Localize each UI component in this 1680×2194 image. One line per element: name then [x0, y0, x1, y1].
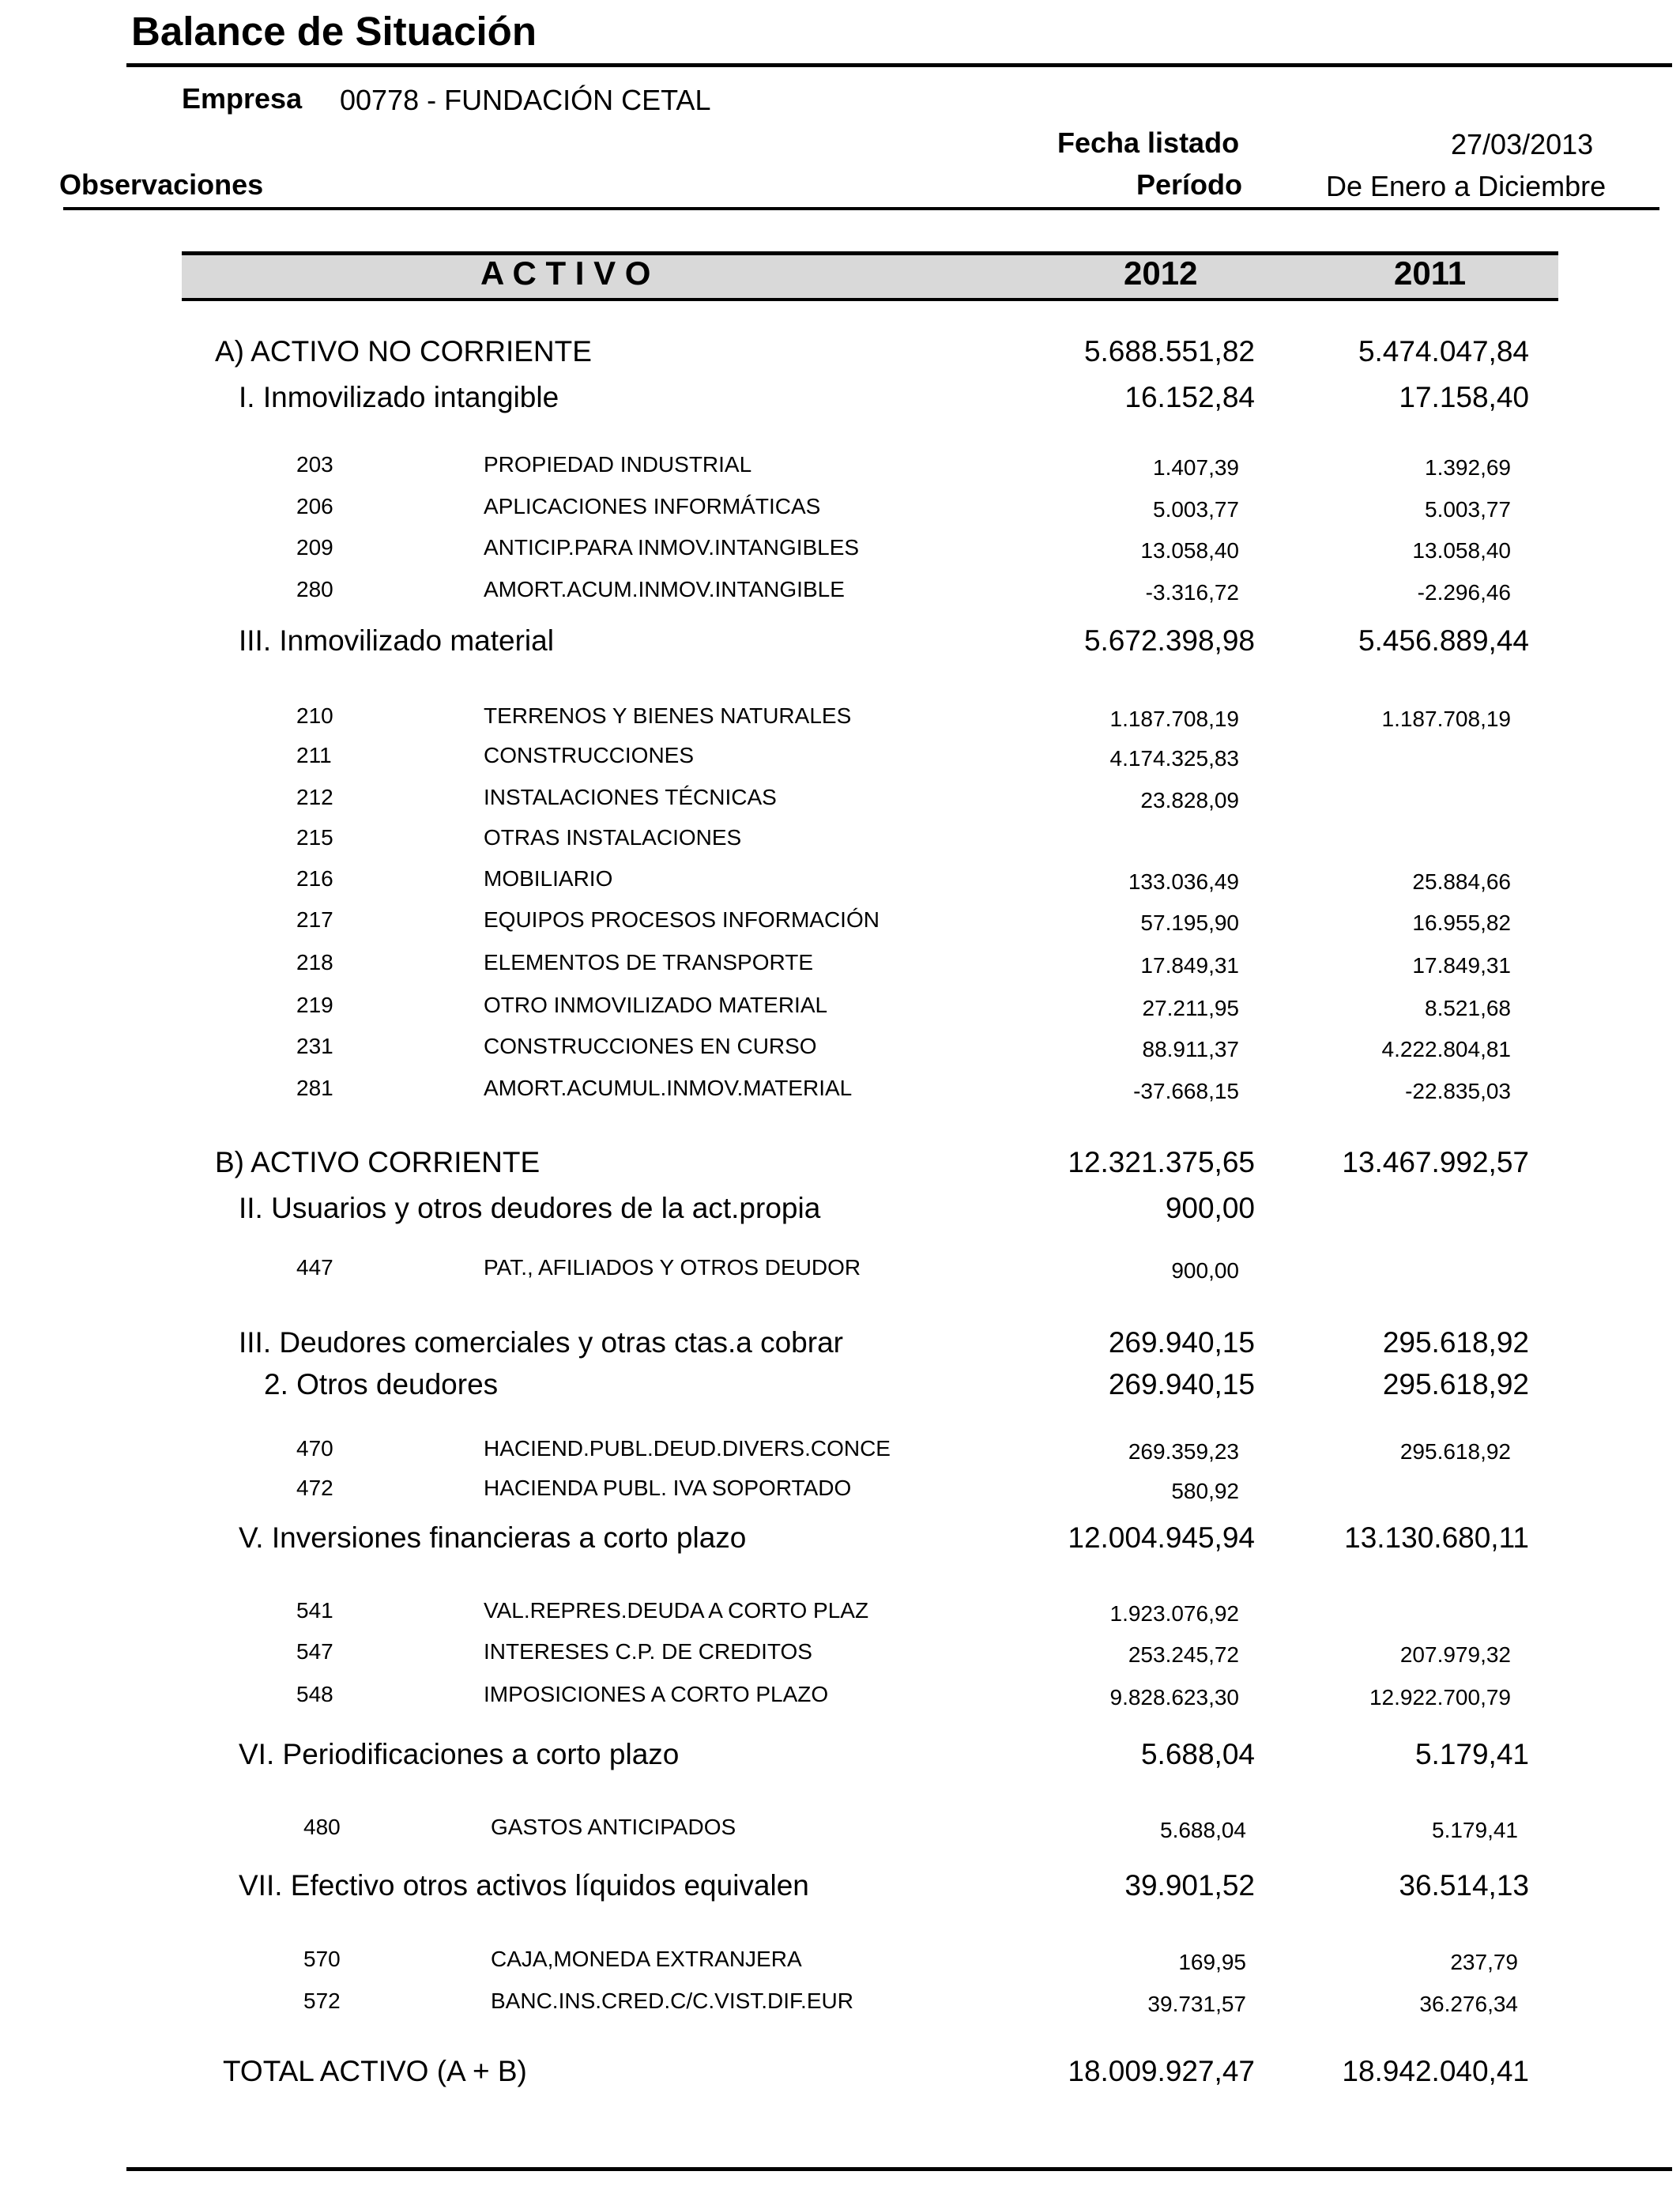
- value-2012: 1.923.076,92: [1109, 1601, 1239, 1626]
- account-code: 572: [303, 1989, 341, 2013]
- value-2012: 12.004.945,94: [1068, 1521, 1255, 1554]
- value-2012: 269.940,15: [1108, 1368, 1255, 1400]
- account-label: EQUIPOS PROCESOS INFORMACIÓN: [484, 907, 880, 932]
- account-label: OTRAS INSTALACIONES: [484, 825, 742, 850]
- section-label: 2. Otros deudores: [264, 1368, 499, 1400]
- value-2011: 207.979,32: [1399, 1642, 1511, 1667]
- value-2011: 295.618,92: [1399, 1439, 1511, 1464]
- section-label: I. Inmovilizado intangible: [239, 381, 559, 413]
- value-2011: 13.058,40: [1412, 538, 1511, 563]
- value-2011: 36.514,13: [1399, 1869, 1529, 1902]
- section-label: VII. Efectivo otros activos líquidos equivalen: [239, 1869, 809, 1902]
- account-code: 211: [296, 743, 332, 767]
- account-label: PROPIEDAD INDUSTRIAL: [484, 452, 752, 477]
- value-2012: 13.058,40: [1140, 538, 1239, 563]
- section-label: III. Deudores comerciales y otras ctas.a cobrar: [239, 1326, 843, 1359]
- value-2012: 580,92: [1171, 1479, 1239, 1503]
- section-label: II. Usuarios y otros deudores de la act.propia: [239, 1192, 821, 1224]
- value-2011: 25.884,66: [1412, 869, 1511, 894]
- account-code: 541: [296, 1598, 333, 1623]
- total-label: TOTAL ACTIVO (A + B): [223, 2055, 527, 2087]
- value-2012: 253.245,72: [1128, 1642, 1239, 1667]
- account-label: PAT., AFILIADOS Y OTROS DEUDOR: [484, 1255, 861, 1280]
- fecha-label: Fecha listado: [1057, 126, 1240, 159]
- value-2012: 18.009.927,47: [1068, 2055, 1255, 2087]
- account-label: HACIEND.PUBL.DEUD.DIVERS.CONCE: [484, 1436, 891, 1461]
- value-2011: 17.158,40: [1399, 381, 1529, 413]
- value-2011: 5.474.047,84: [1358, 335, 1529, 368]
- value-2012: 1.187.708,19: [1109, 707, 1239, 731]
- account-label: CAJA,MONEDA EXTRANJERA: [491, 1947, 802, 1971]
- account-label: ELEMENTOS DE TRANSPORTE: [484, 950, 813, 974]
- account-label: HACIENDA PUBL. IVA SOPORTADO: [484, 1476, 852, 1500]
- periodo-value: De Enero a Diciembre: [1326, 170, 1607, 202]
- value-2011: 13.467.992,57: [1342, 1146, 1529, 1178]
- account-label: CONSTRUCCIONES EN CURSO: [484, 1034, 817, 1058]
- value-2012: 5.688.551,82: [1083, 335, 1255, 368]
- value-2011: 5.456.889,44: [1358, 624, 1529, 657]
- account-code: 570: [303, 1947, 341, 1971]
- account-code: 215: [296, 825, 333, 850]
- account-code: 548: [296, 1682, 333, 1706]
- account-label: VAL.REPRES.DEUDA A CORTO PLAZ: [484, 1598, 869, 1623]
- value-2011: 1.392,69: [1425, 455, 1511, 480]
- table-heading: A C T I V O: [480, 254, 651, 292]
- account-label: INTERESES C.P. DE CREDITOS: [484, 1639, 812, 1664]
- value-2011: 5.179,41: [1414, 1738, 1529, 1770]
- account-label: GASTOS ANTICIPADOS: [491, 1815, 736, 1839]
- value-2011: -2.296,46: [1417, 580, 1511, 605]
- value-2012: 900,00: [1171, 1258, 1239, 1283]
- value-2012: 39.901,52: [1124, 1869, 1255, 1902]
- value-2011: 36.276,34: [1419, 1992, 1518, 2016]
- value-2011: 295.618,92: [1382, 1368, 1529, 1400]
- account-label: TERRENOS Y BIENES NATURALES: [484, 703, 852, 728]
- value-2011: -22.835,03: [1405, 1079, 1511, 1103]
- observaciones-label: Observaciones: [59, 168, 264, 201]
- account-code: 217: [296, 907, 333, 932]
- section-label: B) ACTIVO CORRIENTE: [215, 1146, 541, 1178]
- value-2012: 5.003,77: [1153, 497, 1239, 522]
- account-code: 219: [296, 993, 333, 1017]
- value-2011: 13.130.680,11: [1344, 1521, 1529, 1554]
- value-2012: -3.316,72: [1145, 580, 1239, 605]
- section-label: V. Inversiones financieras a corto plazo: [239, 1521, 747, 1554]
- value-2011: 237,79: [1450, 1950, 1518, 1974]
- value-2011: 16.955,82: [1412, 910, 1511, 935]
- account-code: 280: [296, 577, 333, 601]
- value-2011: 17.849,31: [1412, 953, 1511, 978]
- value-2012: 900,00: [1165, 1192, 1255, 1224]
- account-code: 203: [296, 452, 333, 477]
- header-divider: [63, 207, 1659, 210]
- value-2012: 57.195,90: [1140, 910, 1239, 935]
- value-2011: 5.179,41: [1432, 1818, 1518, 1842]
- fecha-value: 27/03/2013: [1451, 128, 1594, 160]
- value-2012: 269.359,23: [1128, 1439, 1239, 1464]
- account-code: 480: [303, 1815, 341, 1839]
- column-2012: 2012: [1124, 254, 1198, 292]
- value-2012: 5.688,04: [1160, 1818, 1246, 1842]
- value-2011: 4.222.804,81: [1381, 1037, 1511, 1061]
- title-divider: [126, 63, 1672, 67]
- account-label: AMORT.ACUM.INMOV.INTANGIBLE: [484, 577, 845, 601]
- value-2012: 9.828.623,30: [1109, 1685, 1239, 1710]
- footer-divider: [126, 2167, 1672, 2171]
- account-label: APLICACIONES INFORMÁTICAS: [484, 494, 821, 518]
- value-2012: 133.036,49: [1128, 869, 1239, 894]
- account-code: 216: [296, 866, 333, 891]
- value-2011: 1.187.708,19: [1381, 707, 1511, 731]
- section-label: A) ACTIVO NO CORRIENTE: [215, 335, 592, 368]
- value-2012: 27.211,95: [1142, 996, 1239, 1020]
- value-2012: 12.321.375,65: [1068, 1146, 1255, 1178]
- account-code: 472: [296, 1476, 333, 1500]
- value-2011: 5.003,77: [1425, 497, 1511, 522]
- value-2011: 8.521,68: [1425, 996, 1511, 1020]
- empresa-label: Empresa: [182, 82, 303, 115]
- account-code: 547: [296, 1639, 333, 1664]
- account-code: 281: [296, 1076, 333, 1100]
- value-2011: 295.618,92: [1382, 1326, 1529, 1359]
- page-title: Balance de Situación: [131, 9, 537, 54]
- value-2011: 12.922.700,79: [1369, 1685, 1511, 1710]
- value-2012: 169,95: [1178, 1950, 1246, 1974]
- account-label: CONSTRUCCIONES: [484, 743, 695, 767]
- value-2012: 5.672.398,98: [1083, 624, 1255, 657]
- account-code: 209: [296, 535, 333, 560]
- value-2012: 16.152,84: [1124, 381, 1255, 413]
- value-2012: 1.407,39: [1153, 455, 1239, 480]
- value-2012: 23.828,09: [1140, 788, 1239, 812]
- section-label: VI. Periodificaciones a corto plazo: [239, 1738, 680, 1770]
- account-label: MOBILIARIO: [484, 866, 613, 891]
- account-code: 218: [296, 950, 333, 974]
- value-2012: 4.174.325,83: [1109, 746, 1239, 771]
- account-label: AMORT.ACUMUL.INMOV.MATERIAL: [484, 1076, 853, 1100]
- value-2012: 269.940,15: [1108, 1326, 1255, 1359]
- value-2012: -37.668,15: [1133, 1079, 1239, 1103]
- section-label: III. Inmovilizado material: [239, 624, 554, 657]
- account-code: 447: [296, 1255, 333, 1280]
- account-code: 470: [296, 1436, 333, 1461]
- account-code: 206: [296, 494, 333, 518]
- value-2012: 39.731,57: [1147, 1992, 1246, 2016]
- value-2012: 5.688,04: [1140, 1738, 1255, 1770]
- empresa-value: 00778 - FUNDACIÓN CETAL: [340, 84, 711, 116]
- account-label: ANTICIP.PARA INMOV.INTANGIBLES: [484, 535, 860, 560]
- column-2011: 2011: [1394, 254, 1467, 292]
- account-code: 212: [296, 785, 333, 809]
- account-label: IMPOSICIONES A CORTO PLAZO: [484, 1682, 829, 1706]
- account-code: 231: [296, 1034, 333, 1058]
- value-2011: 18.942.040,41: [1342, 2055, 1529, 2087]
- account-label: OTRO INMOVILIZADO MATERIAL: [484, 993, 828, 1017]
- table-header-band: [182, 251, 1558, 301]
- value-2012: 88.911,37: [1142, 1037, 1239, 1061]
- periodo-label: Período: [1136, 168, 1243, 201]
- account-code: 210: [296, 703, 333, 728]
- account-label: INSTALACIONES TÉCNICAS: [484, 785, 777, 809]
- value-2012: 17.849,31: [1140, 953, 1239, 978]
- account-label: BANC.INS.CRED.C/C.VIST.DIF.EUR: [491, 1989, 853, 2013]
